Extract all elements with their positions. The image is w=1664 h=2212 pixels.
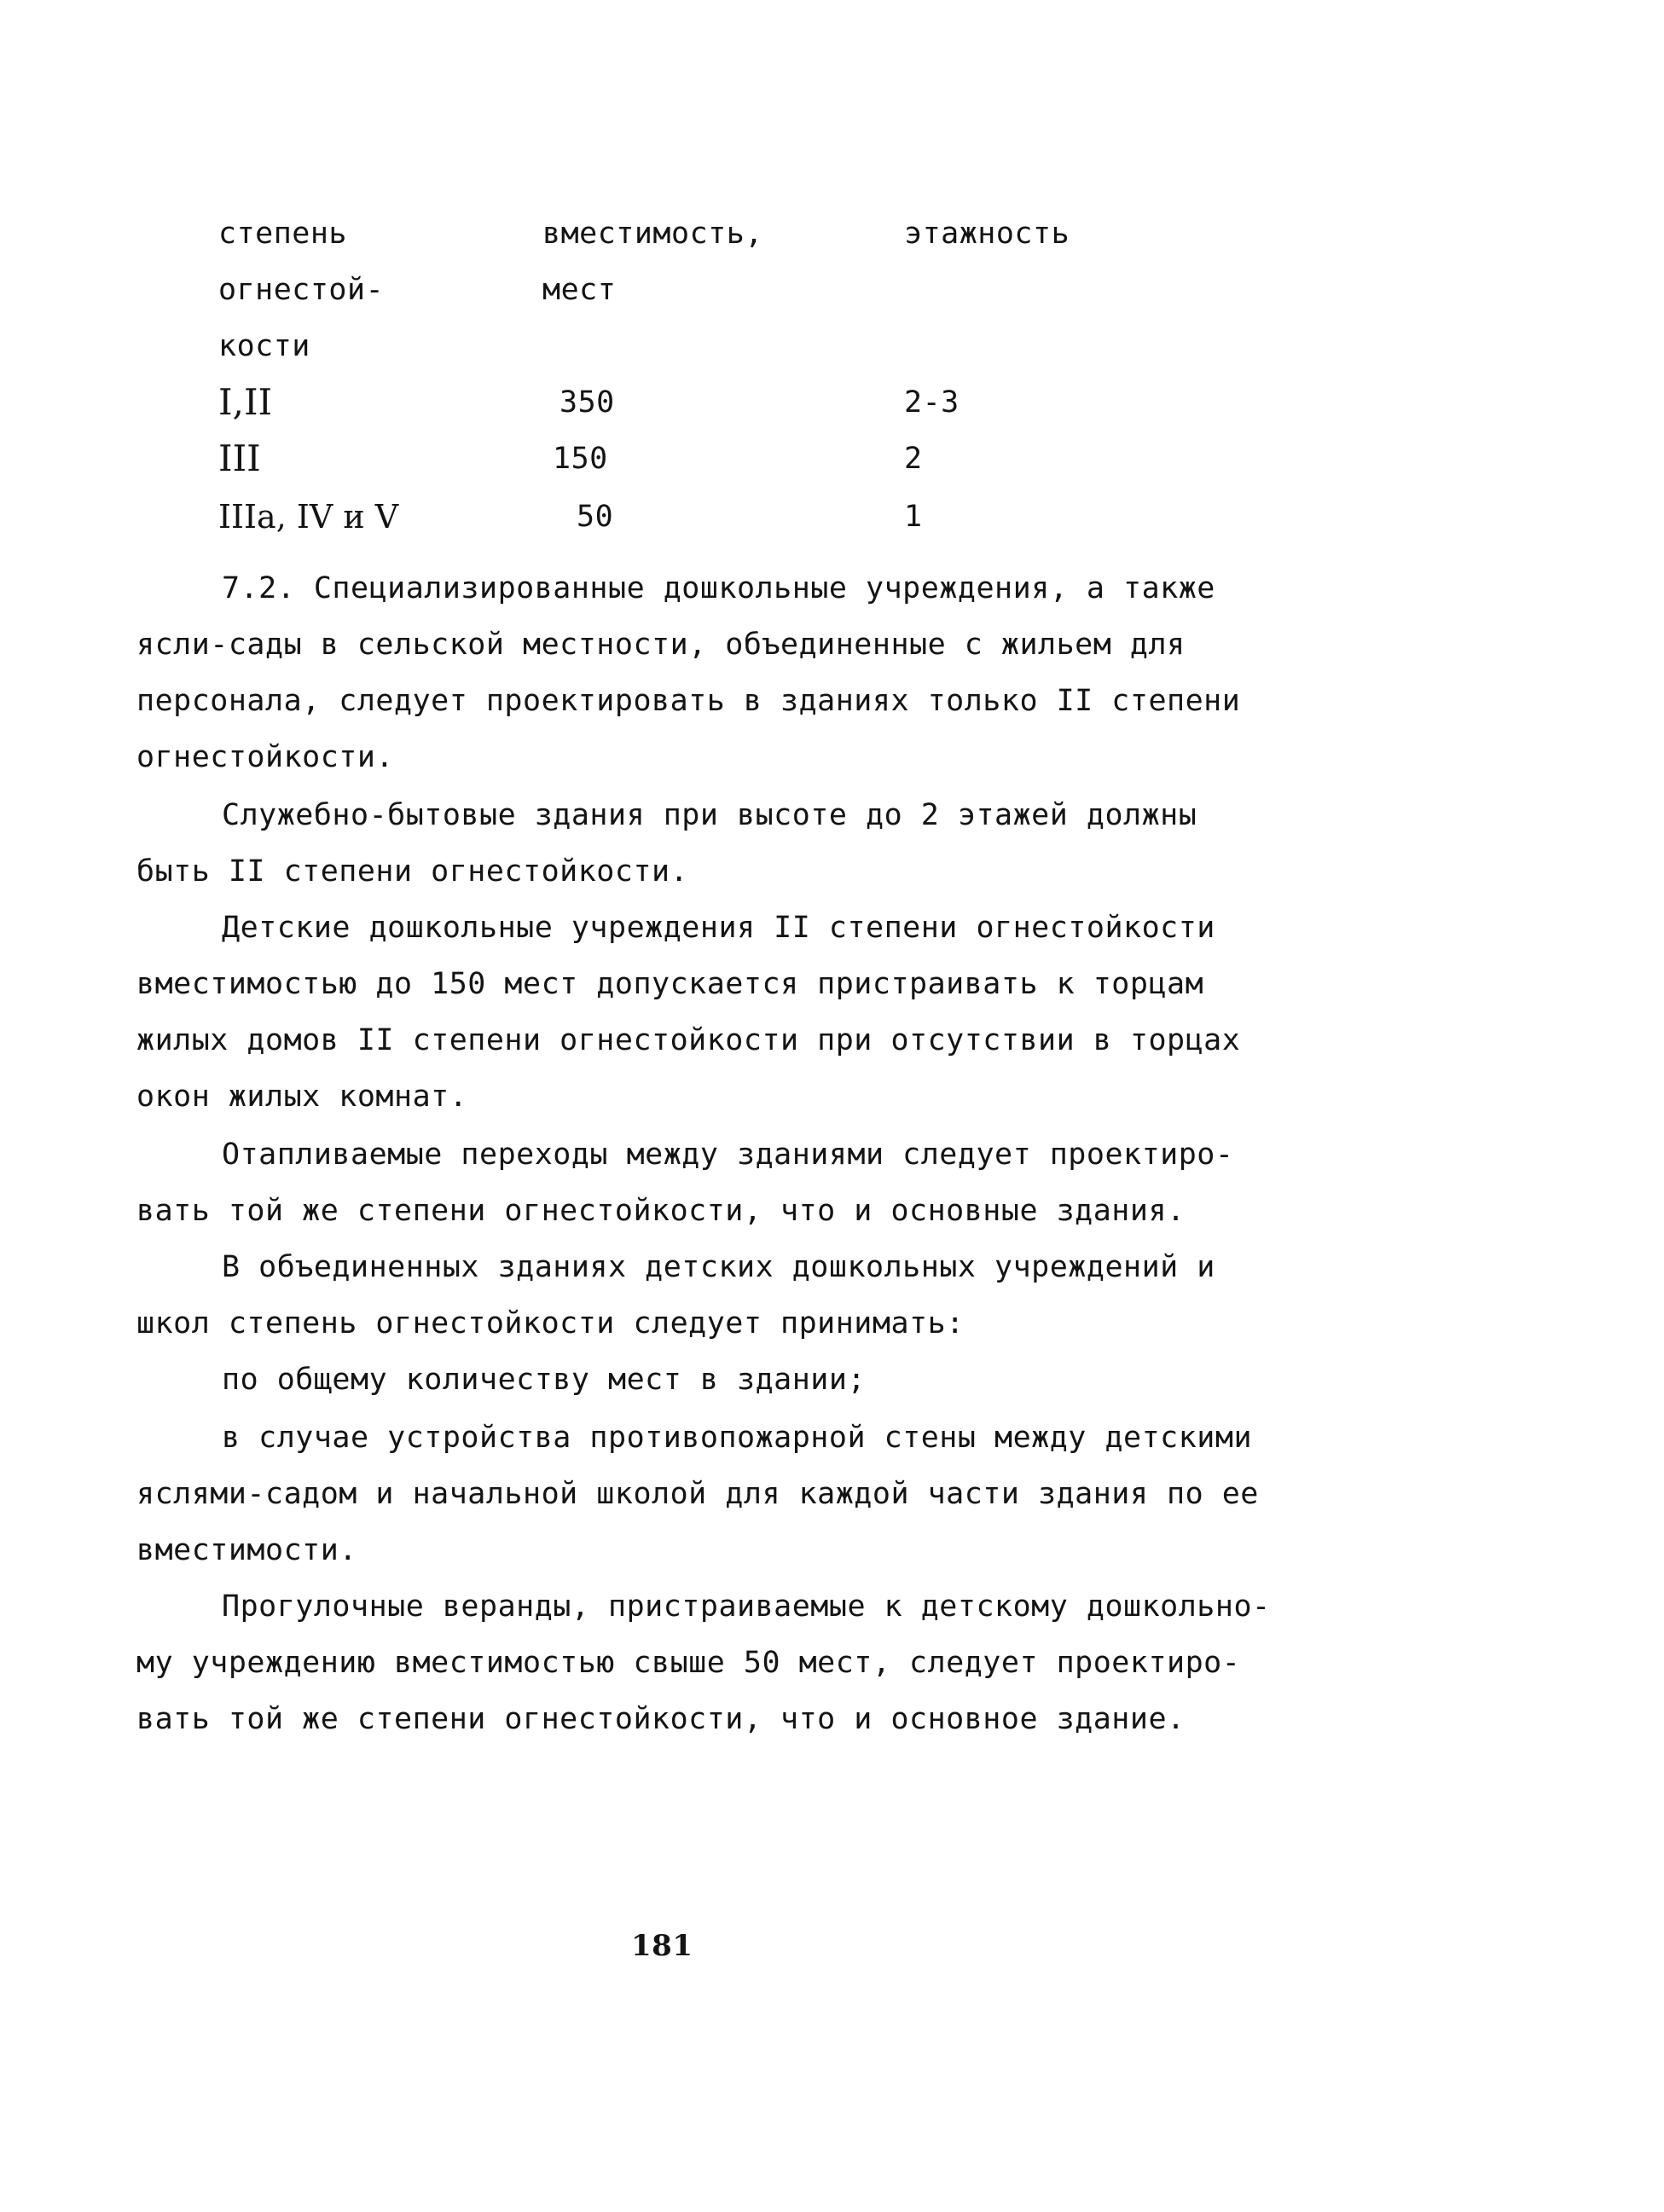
body-line: Служебно-бытовые здания при высоте до 2 этажей должны [222, 798, 1197, 832]
body-line: в случае устройства противопожарной стены между детскими [222, 1421, 1253, 1455]
body-line: вать той же степени огнестойкости, что и основное здание. [136, 1702, 1186, 1736]
body-line: жилых домов II степени огнестойкости при отсутствии в торцах [136, 1023, 1241, 1057]
row-1-capacity: 350 [559, 385, 615, 420]
body-line: ясли-сады в сельской местности, объединенные с жильем для [136, 628, 1186, 662]
header-capacity-line-2: мест [542, 273, 617, 307]
row-1-degree: I,II [218, 381, 273, 423]
row-1-floors: 2-3 [904, 385, 960, 420]
row-2-capacity: 150 [553, 442, 608, 476]
body-line: огнестойкости. [136, 740, 395, 774]
body-line: вместимости. [136, 1533, 357, 1567]
header-degree-line-3: кости [218, 329, 310, 363]
header-floors: этажность [904, 217, 1070, 251]
body-line: Прогулочные веранды, пристраиваемые к детскому дошкольно- [222, 1590, 1271, 1624]
body-line: В объединенных зданиях детских дошкольных учреждений и [222, 1250, 1215, 1284]
row-3-floors: 1 [904, 500, 923, 534]
body-line: окон жилых комнат. [136, 1080, 468, 1114]
header-capacity-line-1: вместимость, [542, 217, 763, 251]
body-line: быть II степени огнестойкости. [136, 854, 689, 889]
body-line: вать той же степени огнестойкости, что и основные здания. [136, 1194, 1186, 1228]
body-line: Отапливаемые переходы между зданиями следует проектиро- [222, 1138, 1234, 1172]
body-line: вместимостью до 150 мест допускается пристраивать к торцам [136, 967, 1204, 1001]
page-number: 181 [631, 1929, 693, 1963]
header-degree-line-1: степень [218, 217, 348, 251]
body-line: 7.2. Специализированные дошкольные учреждения, а также [222, 571, 1215, 605]
body-line: персонала, следует проектировать в зданиях только II степени [136, 684, 1241, 718]
fire-resistance-table [0, 0, 1664, 597]
row-2-degree: III [218, 437, 261, 479]
body-line: школ степень огнестойкости следует принимать: [136, 1306, 965, 1341]
body-line: яслями-садом и начальной школой для каждой части здания по ее [136, 1477, 1259, 1511]
body-line: му учреждению вместимостью свыше 50 мест, следует проектиро- [136, 1646, 1241, 1680]
body-line: Детские дошкольные учреждения II степени огнестойкости [222, 911, 1215, 945]
row-2-floors: 2 [904, 442, 923, 476]
row-3-degree: IIIa, IV и V [218, 498, 399, 536]
row-3-capacity: 50 [577, 500, 614, 534]
body-line: по общему количеству мест в здании; [222, 1363, 867, 1397]
header-degree-line-2: огнестой- [218, 273, 385, 307]
